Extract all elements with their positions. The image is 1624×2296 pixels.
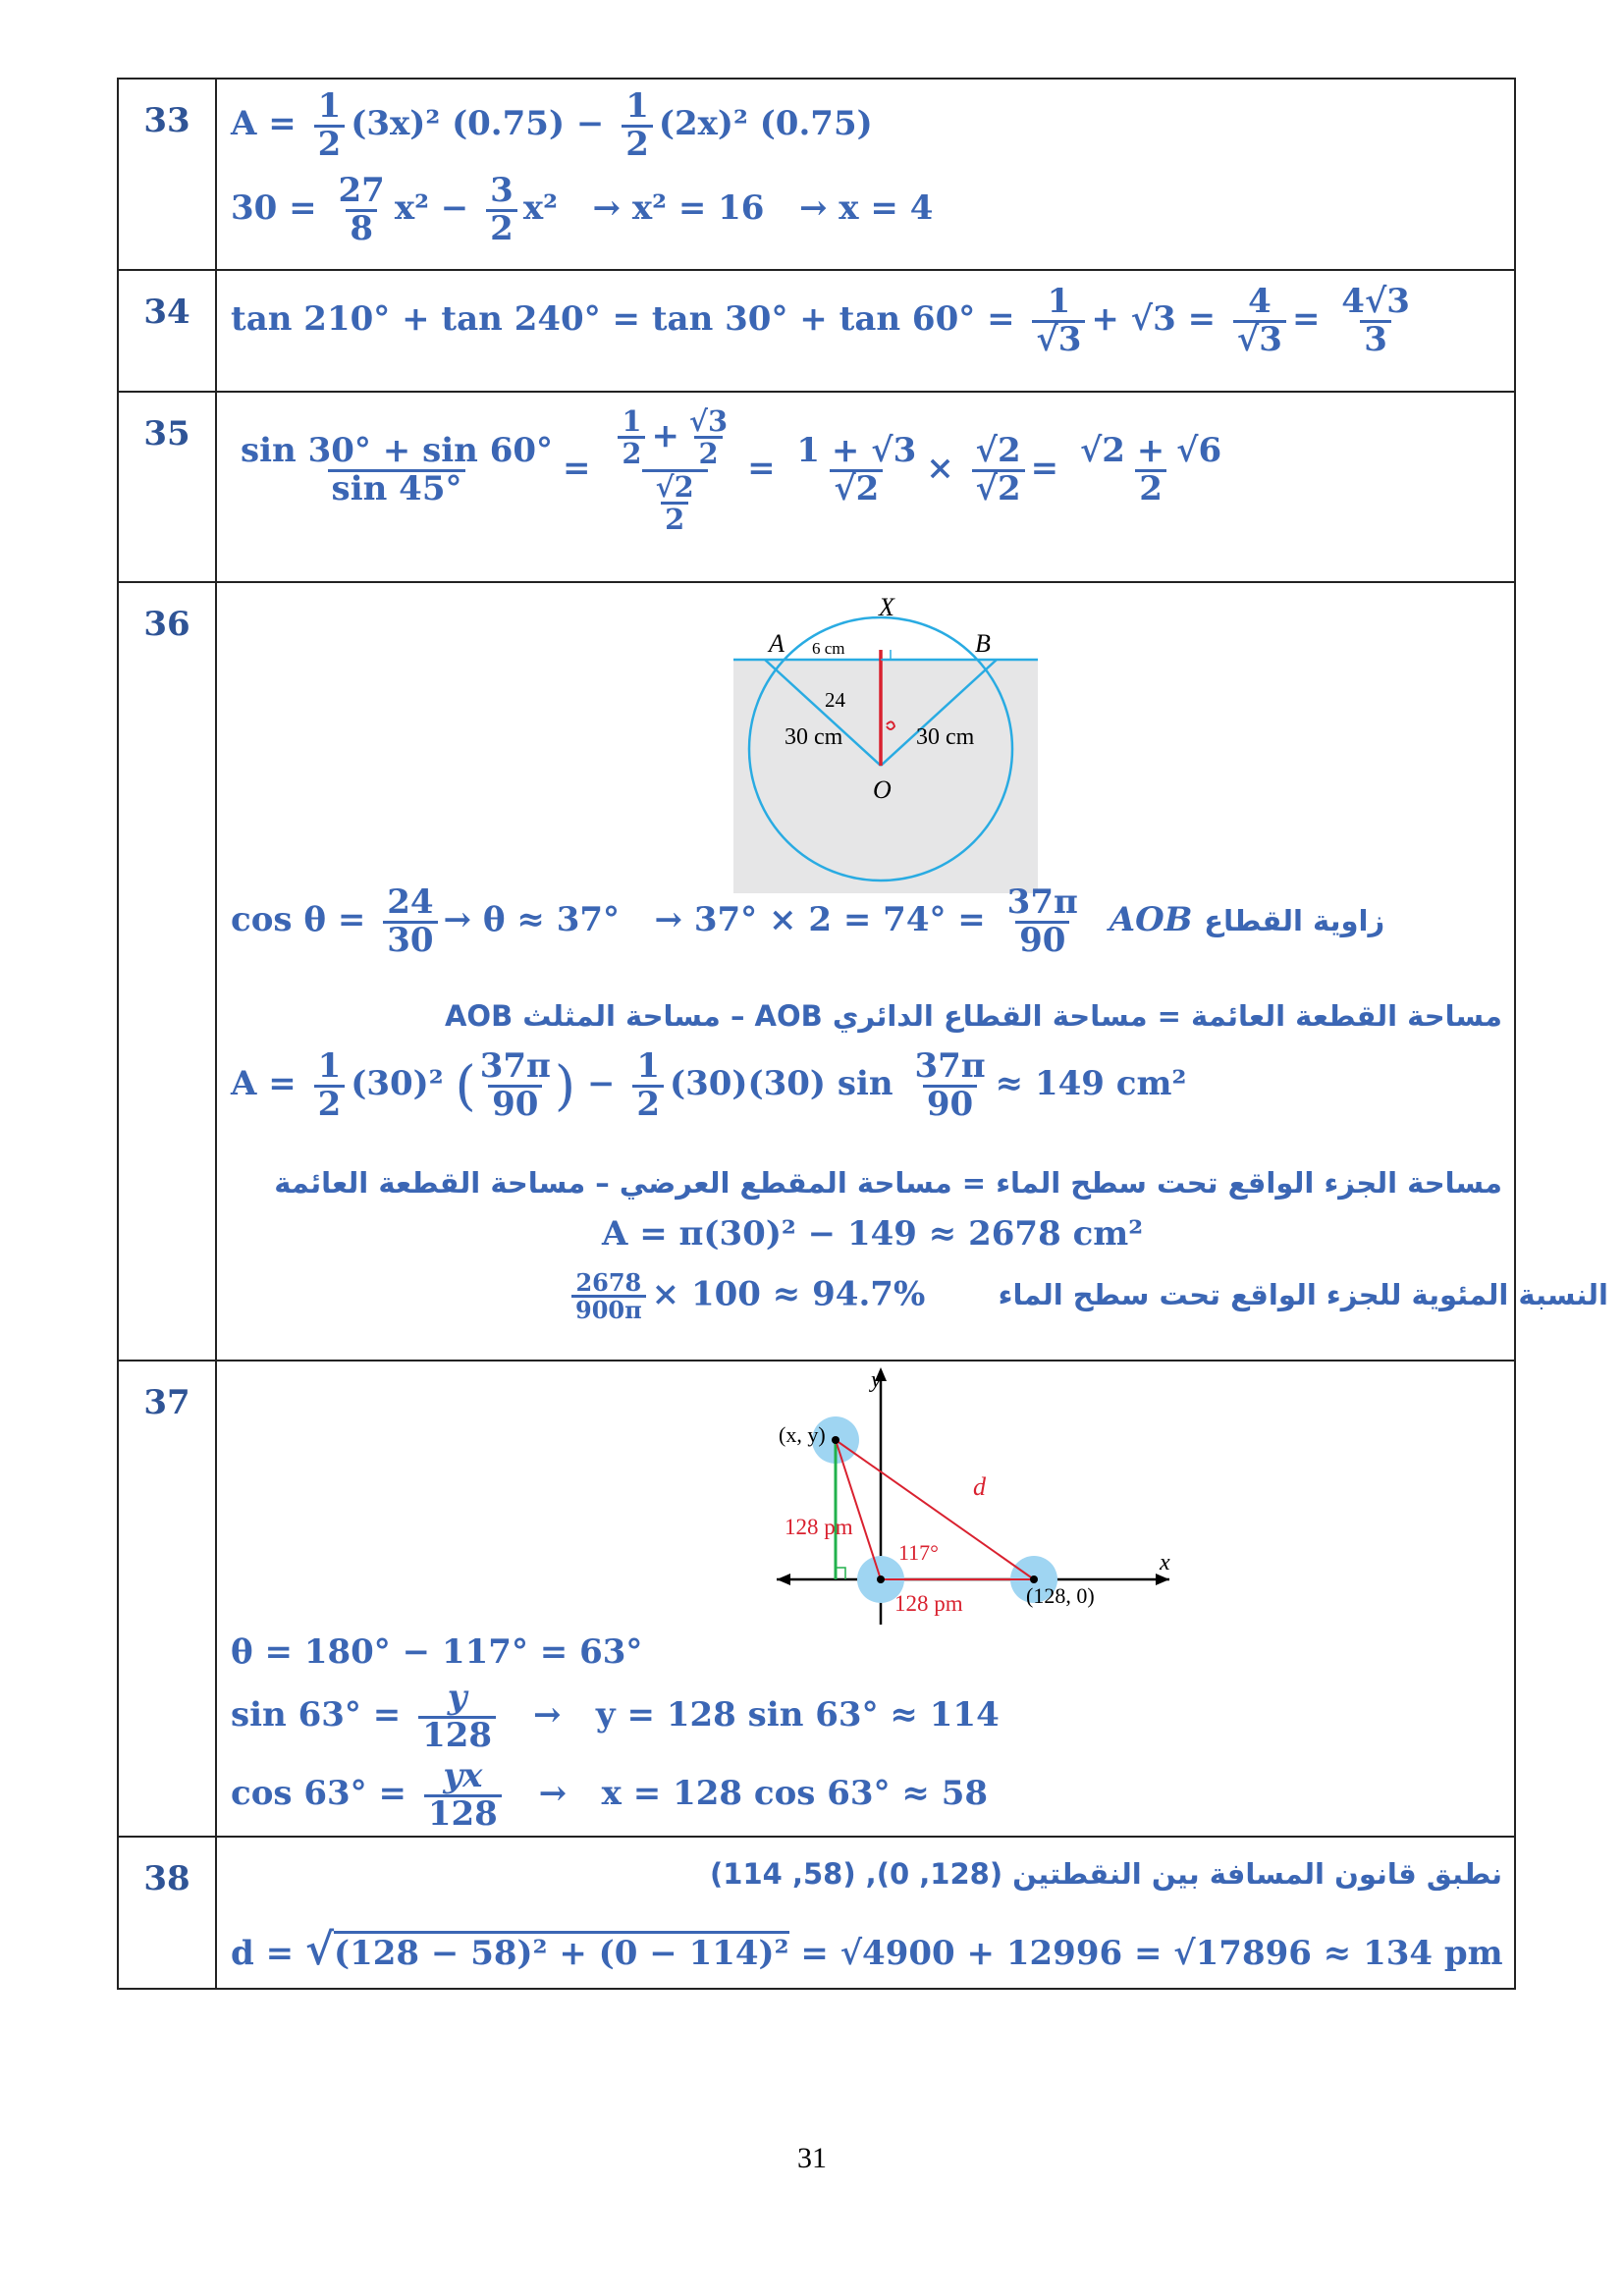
math-line: tan 210° + tan 240° = tan 30° + tan 60° = $\frac{1}{√3}$ + √3 = $\frac{4}{√3}$ = $\frac{4√3}{3}$ <box>231 285 1420 357</box>
label-24: 24 <box>825 688 845 712</box>
label-128-0: (128, 0) <box>1026 1583 1095 1608</box>
label-128pm-vertical: 128 pm <box>785 1515 853 1539</box>
question-number: 38 <box>118 1837 216 1989</box>
label-b: B <box>975 629 991 658</box>
table-row <box>118 79 1515 270</box>
math-line: A = $\frac{1}{2}$ (3x)² (0.75) − $\frac{1}{2}$ (2x)² (0.75) <box>231 86 873 164</box>
math-line: cos 63° = $\frac{yx}{128}$ → x = 128 cos 63° ≈ 58 <box>231 1756 989 1834</box>
arabic-line: نطبق قانون المسافة بين النقطتين (128, 0), (58, 114) <box>710 1857 1502 1891</box>
math-line: 30 = $\frac{27}{8}$ x² − $\frac{3}{2}$ x² → x² = 16 → x = 4 <box>231 171 934 248</box>
bond-1 <box>836 1440 881 1579</box>
solution-cell <box>216 270 1515 392</box>
fraction: $\frac{1}{2}$ <box>314 89 346 162</box>
label-x: x <box>1160 1550 1170 1575</box>
math-line: sin 63° = $\frac{y}{128}$ → y = 128 sin 63° ≈ 114 <box>231 1678 1000 1755</box>
solution-cell <box>216 1837 1515 1989</box>
compound-fraction: $\frac{1}{2}$ + $\frac{√3}{2}$ $\frac{√2}{2}$ <box>608 406 741 534</box>
solution-cell <box>216 79 1515 270</box>
label-128pm-horizontal: 128 pm <box>894 1591 963 1616</box>
table-row <box>118 270 1515 392</box>
question-number: 33 <box>118 79 216 270</box>
label-a: A <box>769 629 785 658</box>
fraction: $\frac{\sin 30^\circ + \sin 60^\circ}{\sin 45^\circ}$ <box>241 431 554 508</box>
math-line: A = π(30)² − 149 ≈ 2678 cm² <box>602 1214 1144 1254</box>
fraction: $\frac{√2}{√2}$ <box>972 434 1025 507</box>
question-number: 34 <box>118 270 216 392</box>
question-number: 35 <box>118 392 216 582</box>
label-117: 117° <box>898 1540 939 1565</box>
fraction: $\frac{27}{8}$ <box>338 171 385 248</box>
math-line: $\frac{2678}{900\pi}$ × 100 ≈ 94.7% النسبة المئوية للجزء الواقع تحت سطح الماء <box>566 1270 1608 1322</box>
label-d: d <box>973 1472 986 1501</box>
label-30cm-right: 30 cm <box>916 724 975 750</box>
molecule-diagram <box>777 1367 1189 1632</box>
question-number: 36 <box>118 582 216 1361</box>
solutions-table <box>117 78 1608 1990</box>
page-number: 31 <box>797 2142 827 2174</box>
math-line: $\frac{\sin 30^\circ + \sin 60^\circ}{\sin 45^\circ}$ = $\frac{1}{2}$ + $\frac{√3}{2}$ $\frac{√2}{2}$ = $\frac{1 + √3}{√2}$ × $\frac{√2}{√2}$ = $\frac{√2 + √6}{2}$ <box>231 406 1231 534</box>
fraction: $\frac{4√3}{3}$ <box>1341 282 1410 359</box>
table-row <box>118 392 1515 582</box>
label-y: y <box>871 1367 882 1393</box>
fraction: $\frac{√2 + √6}{2}$ <box>1079 431 1222 508</box>
fraction: $\frac{1}{2}$ <box>622 89 653 162</box>
fraction: $\frac{1 + √3}{√2}$ <box>796 431 917 508</box>
table-row <box>118 1837 1515 1989</box>
fraction: $\frac{3}{2}$ <box>486 174 517 246</box>
solution-cell <box>216 582 1608 1361</box>
label-o: O <box>873 775 892 804</box>
label-x: X <box>879 593 894 621</box>
solution-cell <box>216 392 1515 582</box>
math-line: d = √(128 − 58)² + (0 − 114)² = √4900 + 12996 = √17896 ≈ 134 pm <box>231 1924 1503 1975</box>
fraction: $\frac{1}{√3}$ <box>1032 285 1085 357</box>
math-line: θ = 180° − 117° = 63° <box>231 1632 643 1672</box>
solution-cell <box>216 1361 1515 1837</box>
label-xy: (x, y) <box>779 1422 826 1447</box>
label-6cm: 6 cm <box>812 639 845 658</box>
table-row <box>118 1361 1515 1837</box>
arabic-line: مساحة الجزء الواقع تحت سطح الماء = مساحة المقطع العرضي – مساحة القطعة العائمة <box>274 1166 1502 1200</box>
floating-log-diagram <box>708 589 1042 893</box>
math-line: cos θ = $\frac{24}{30}$ → θ ≈ 37° → 37° × 2 = 74° = $\frac{37\pi}{90}$ AOB زاوية القطاع <box>231 882 1385 960</box>
arabic-line: مساحة القطعة العائمة = مساحة القطاع الدائري AOB – مساحة المثلث AOB <box>444 999 1502 1033</box>
table-row <box>118 582 1515 1361</box>
math-line: A = $\frac{1}{2}$ (30)² ( $\frac{37\pi}{90}$ ) − $\frac{1}{2}$ (30)(30) sin $\frac{37\pi}{90}$ ≈ 149 cm² <box>231 1046 1187 1124</box>
question-number: 37 <box>118 1361 216 1837</box>
fraction: $\frac{4}{√3}$ <box>1233 285 1286 357</box>
label-30cm-left: 30 cm <box>785 724 843 750</box>
